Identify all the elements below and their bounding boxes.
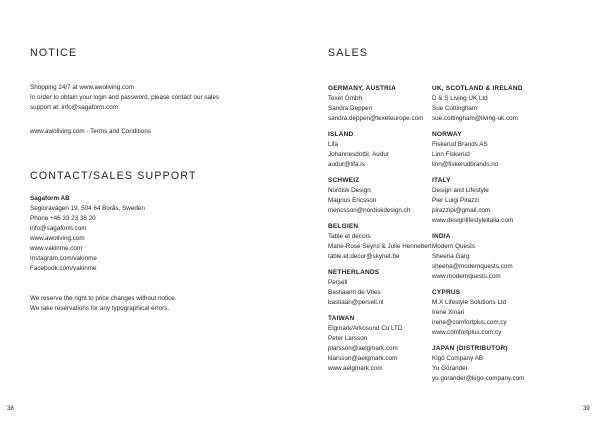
sales-entry-email[interactable]: linn@fiskerudbrands.no: [432, 161, 499, 168]
sales-entry-title: UK, SCOTLAND & IRELAND: [432, 85, 523, 92]
sales-entry-title: JAPAN (DISTRIBUTOR): [432, 345, 508, 352]
sales-entry-email[interactable]: sheena@modernquests.com: [432, 263, 513, 270]
notice-line: Shopping 24/7 at www.awoliving.com: [30, 84, 134, 91]
notice-text: [30, 83, 219, 113]
sales-entry-email[interactable]: table.et.decor@skynet.be: [328, 253, 400, 260]
sales-entry-japan: [432, 344, 562, 384]
sales-entry-line: Irene Xinari: [432, 309, 465, 316]
sales-entry-line: Nordisk Design: [328, 187, 371, 194]
sales-entry-title: ITALY: [432, 177, 451, 184]
contact-website-link[interactable]: www.awoliving.com: [30, 235, 85, 242]
sales-entry-website[interactable]: www.aelgmark.com: [328, 365, 383, 372]
sales-entry-email[interactable]: klarsson@aelgmark.com: [328, 355, 398, 362]
contact-website-link[interactable]: www.vakinme.com: [30, 245, 83, 252]
contact-instagram-link[interactable]: Instagram.com/vakinme: [30, 255, 97, 262]
sales-entry-line: D & S Living UK Ltd: [432, 95, 488, 102]
sales-entry-line: Modern Quests: [432, 243, 476, 250]
sales-entry-germany: [328, 84, 438, 124]
sales-entry-line: Lifa: [328, 141, 339, 148]
sales-entry-india: [432, 232, 562, 282]
terms-link-text[interactable]: www.awoliving.com - Terms and Conditions: [30, 128, 151, 135]
sales-entry-website[interactable]: www.modernquests.com: [432, 273, 501, 280]
reservations-line: We reserve the right to price changes without notice.: [30, 295, 177, 302]
terms-link[interactable]: [30, 127, 151, 137]
sales-entry-uk: [432, 84, 562, 124]
sales-entry-line: Texet Gmbh: [328, 95, 362, 102]
sales-entry-line: Magnus Ericsson: [328, 197, 377, 204]
sales-entry-norway: [432, 130, 562, 170]
sales-entry-taiwan: [328, 314, 438, 374]
sales-entry-line: Persell: [328, 279, 348, 286]
sales-entry-title: ISLAND: [328, 131, 354, 138]
sales-column-1: [328, 84, 438, 380]
sales-entry-island: [328, 130, 438, 170]
sales-column-2: [432, 84, 562, 390]
sales-entry-line: M.X Lifestyle Solutions Ltd: [432, 299, 507, 306]
sales-entry-line: Yu Gōrander: [432, 365, 468, 372]
notice-line: support at: info@sagaform.com: [30, 104, 118, 111]
reservations-note: [30, 294, 177, 314]
sales-entry-email[interactable]: yu.gorander@kigo-company.com: [432, 375, 525, 382]
sales-entry-website[interactable]: www.designlifestyleitalia.com: [432, 217, 514, 224]
sales-entry-schweiz: [328, 176, 438, 216]
right-page: [300, 0, 600, 424]
sales-entry-line: Sandra Deppen: [328, 105, 373, 112]
sales-entry-title: NORWAY: [432, 131, 462, 138]
sales-entry-title: TAIWAN: [328, 315, 355, 322]
sales-entry-line: Johannesdottir, Audur: [328, 151, 389, 158]
contact-heading: CONTACT/SALES SUPPORT: [30, 170, 197, 182]
sales-entry-title: NETHERLANDS: [328, 269, 380, 276]
sales-entry-line: Sheena Garg: [432, 253, 470, 260]
sales-entry-title: INDIA: [432, 233, 451, 240]
sales-entry-email[interactable]: sue.cottingham@living-uk.com: [432, 115, 518, 122]
sales-entry-line: Marie-Rose Seyns & Julie Hennebert: [328, 243, 432, 250]
sales-entry-line: Linn Fiskerud: [432, 151, 470, 158]
page-number-left: 38: [7, 406, 14, 412]
contact-email-link[interactable]: info@sagaform.com: [30, 225, 87, 232]
contact-phone: Phone +46 33 23 38 20: [30, 215, 96, 222]
sales-entry-line: Pier Luigi Pirazzi: [432, 197, 479, 204]
contact-address: Segloravägen 19, 504 64 Borås, Sweden: [30, 205, 145, 212]
sales-entry-email[interactable]: audur@lifa.is: [328, 161, 365, 168]
sales-entry-line: Kigō Company AB: [432, 355, 484, 362]
sales-entry-title: BELGIEN: [328, 223, 359, 230]
sales-entry-cyprus: [432, 288, 562, 338]
sales-entry-email[interactable]: irene@comfortplus.com.cy: [432, 319, 507, 326]
sales-entry-email[interactable]: bastiaan@persell.nl: [328, 299, 384, 306]
page-number-right: 39: [583, 406, 590, 412]
sales-entry-netherlands: [328, 268, 438, 308]
sales-entry-belgien: [328, 222, 438, 262]
notice-line: In order to obtain your login and password, please contact our sales: [30, 94, 220, 101]
sales-entry-line: Design and Lifestyle: [432, 187, 489, 194]
sales-entry-line: Elgmark/Arkosund Co LTD: [328, 325, 403, 332]
sales-entry-email[interactable]: pirazzipl@gmail.com: [432, 207, 491, 214]
sales-entry-italy: [432, 176, 562, 226]
sales-heading: SALES: [328, 47, 369, 59]
reservations-line: We take reservations for any typographical errors.: [30, 305, 170, 312]
sales-entry-line: Sue Cottingham: [432, 105, 478, 112]
sales-entry-line: Peter Larsson: [328, 335, 368, 342]
sales-entry-line: Bastiaann de Vries: [328, 289, 381, 296]
sales-entry-line: Table et decors: [328, 233, 371, 240]
sales-entry-line: Fiskerud Brands AS: [432, 141, 488, 148]
contact-company: Sagaform AB: [30, 195, 70, 202]
sales-entry-email[interactable]: mericsson@nordiskdesign.ch: [328, 207, 411, 214]
sales-entry-website[interactable]: www.comfortplus.com.cy: [432, 329, 502, 336]
sales-entry-title: SCHWEIZ: [328, 177, 360, 184]
sales-entry-email[interactable]: plarsson@aelgmark.com: [328, 345, 398, 352]
sales-entry-title: CYPRUS: [432, 289, 461, 296]
sales-entry-email[interactable]: sandra.deppen@texeteurope.com: [328, 115, 424, 122]
contact-facebook-link[interactable]: Facebook.com/vakinme: [30, 265, 97, 272]
contact-details: [30, 194, 145, 274]
notice-heading: NOTICE: [30, 47, 78, 59]
sales-entry-title: GERMANY, AUSTRIA: [328, 85, 396, 92]
